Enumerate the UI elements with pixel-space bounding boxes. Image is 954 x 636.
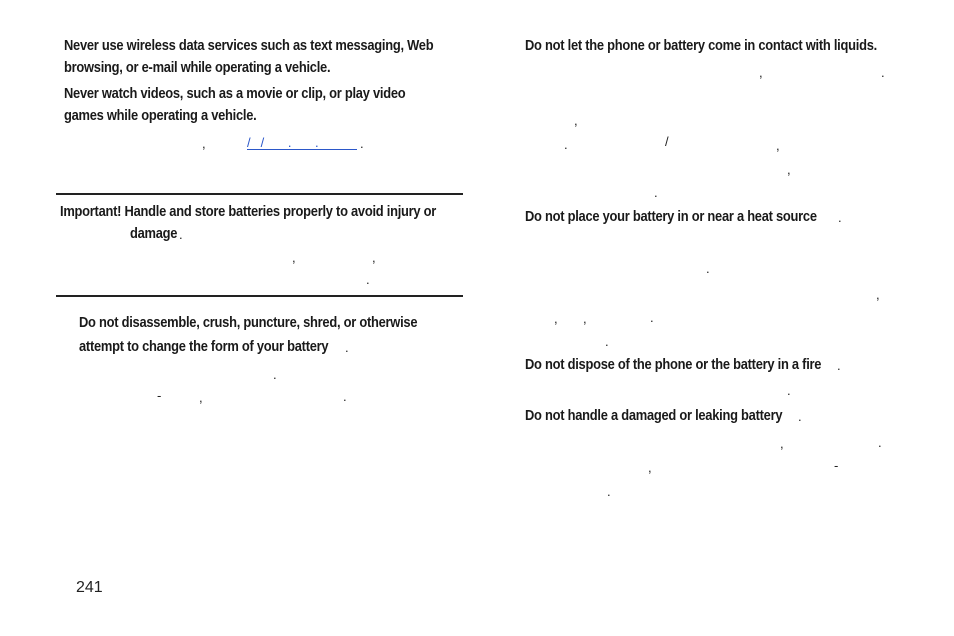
right-comma-3: , — [776, 138, 780, 153]
right-period-3: . — [654, 185, 658, 200]
right-comma-2: , — [574, 113, 578, 128]
heat-period: . — [838, 210, 842, 225]
fire-heading: Do not dispose of the phone or the battery in a fire — [525, 356, 822, 373]
left-para1-line2: browsing, or e-mail while operating a vehicle. — [64, 59, 331, 76]
right-period-7: . — [787, 383, 791, 398]
right-period-2: . — [564, 137, 568, 152]
left-period-2: . — [366, 272, 370, 287]
left-comma-2: , — [292, 250, 296, 265]
page-number: 241 — [76, 579, 103, 596]
left-para2-line1: Never watch videos, such as a movie or clip, or play video — [64, 85, 406, 102]
right-period-4: . — [706, 261, 710, 276]
left-para1-line1: Never use wireless data services such as text messaging, Web — [64, 37, 434, 54]
right-period-1: . — [881, 65, 885, 80]
right-period-8: . — [878, 435, 882, 450]
important-bottom-rule — [56, 295, 463, 297]
website-link[interactable]: // . . — [247, 137, 357, 150]
left-period-4: . — [343, 389, 347, 404]
right-hyphen-1: - — [834, 458, 839, 473]
important-line2: damage — [130, 225, 178, 242]
important-period: . — [179, 227, 183, 242]
left-comma-4: , — [199, 390, 203, 405]
left-para2-line2: games while operating a vehicle. — [64, 107, 257, 124]
right-comma-9: , — [648, 460, 652, 475]
right-period-5: . — [650, 310, 654, 325]
right-comma-7: , — [583, 311, 587, 326]
liquids-heading: Do not let the phone or battery come in contact with liquids. — [525, 37, 877, 54]
right-comma-8: , — [780, 436, 784, 451]
left-comma-1: , — [202, 136, 206, 151]
heat-heading: Do not place your battery in or near a heat source — [525, 208, 817, 225]
right-comma-5: , — [876, 287, 880, 302]
left-comma-3: , — [372, 250, 376, 265]
disassemble-line1: Do not disassemble, crush, puncture, shred, or otherwise — [79, 314, 418, 331]
damaged-heading: Do not handle a damaged or leaking battery — [525, 407, 783, 424]
disassemble-period: . — [345, 340, 349, 355]
left-period-1: . — [360, 136, 364, 151]
left-period-3: . — [273, 367, 277, 382]
right-comma-6: , — [554, 311, 558, 326]
fire-period: . — [837, 358, 841, 373]
left-hyphen-1: - — [157, 388, 162, 403]
important-top-rule — [56, 193, 463, 195]
right-comma-4: , — [787, 162, 791, 177]
right-period-6: . — [605, 334, 609, 349]
right-slash: / — [665, 134, 669, 149]
disassemble-line2: attempt to change the form of your battery — [79, 338, 329, 355]
damaged-period: . — [798, 409, 802, 424]
right-comma-1: , — [759, 65, 763, 80]
right-period-9: . — [607, 484, 611, 499]
important-line1: Important! Handle and store batteries properly to avoid injury or — [60, 203, 437, 220]
